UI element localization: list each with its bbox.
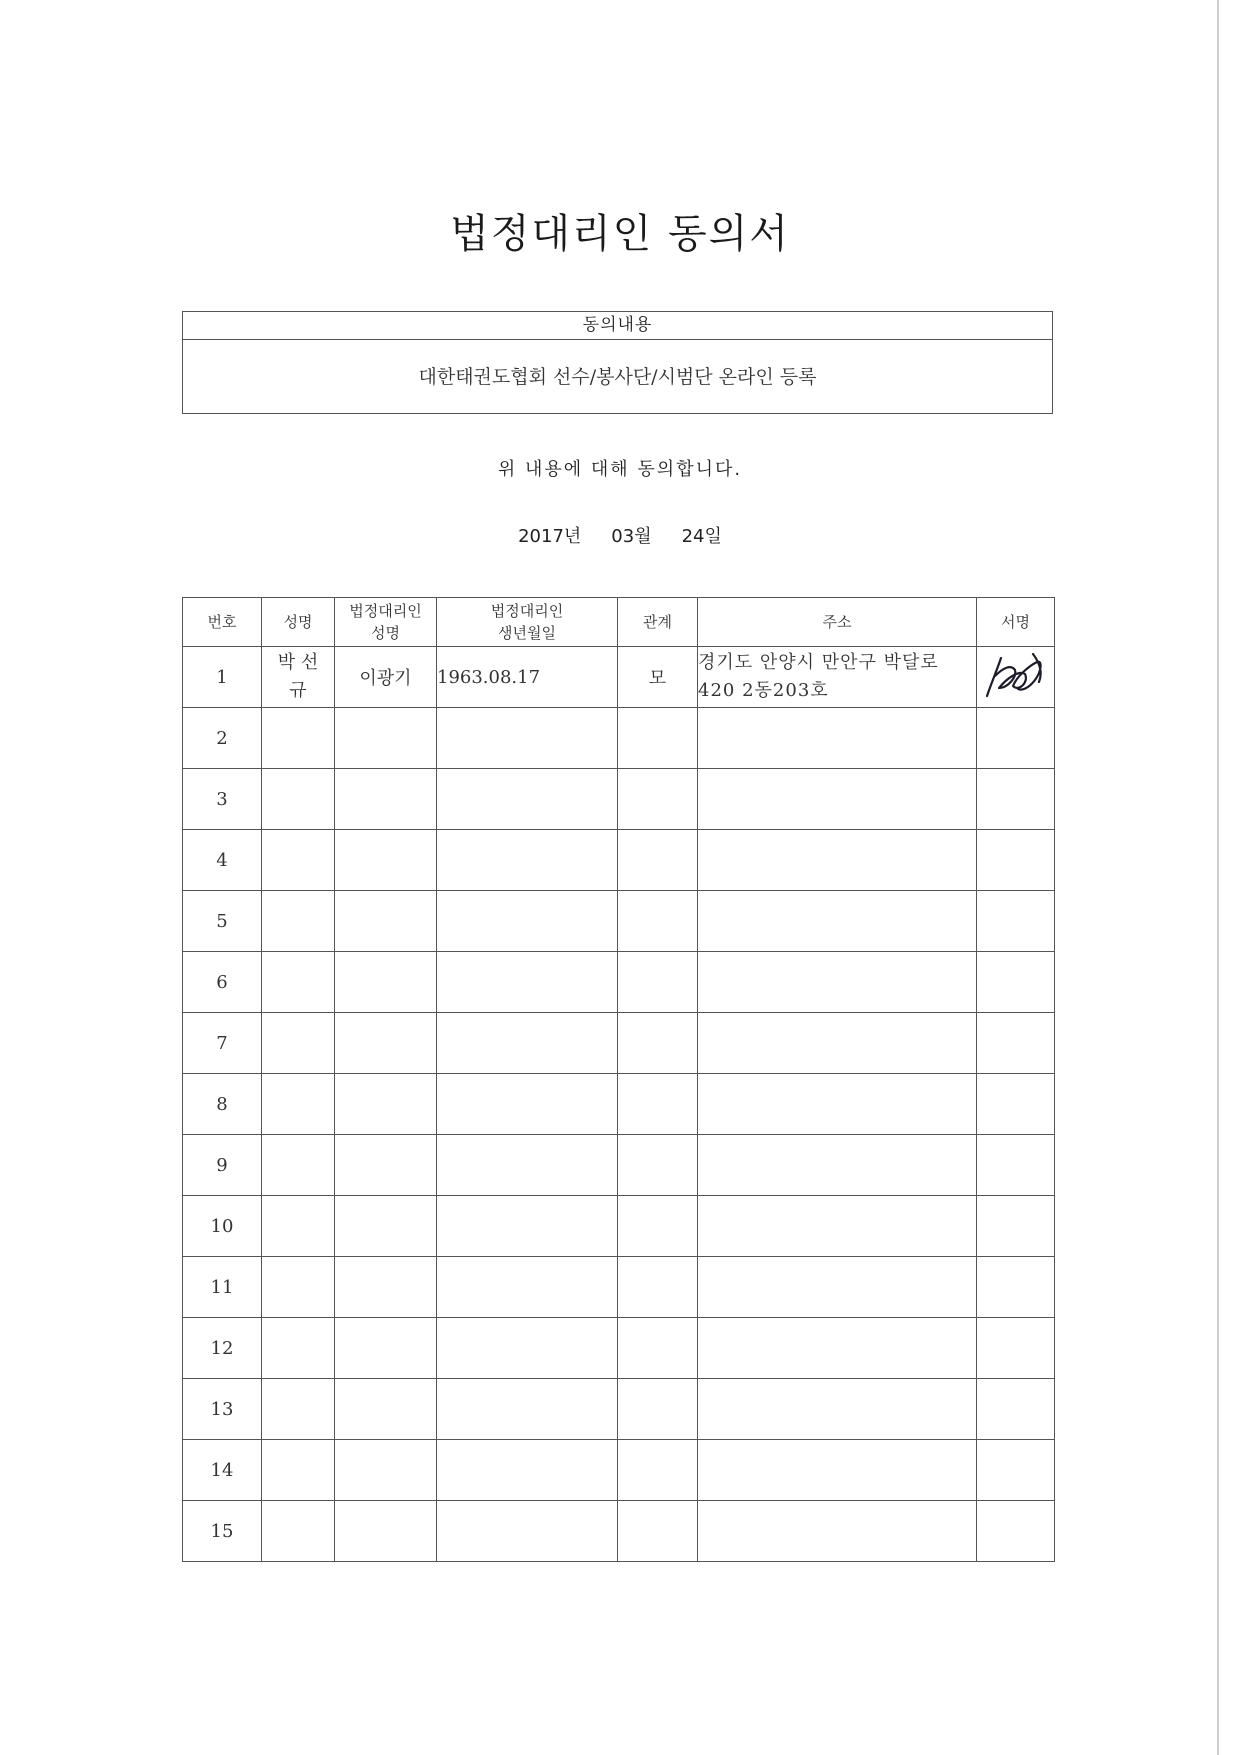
- row-signature: [977, 1074, 1055, 1135]
- row-signature: [977, 830, 1055, 891]
- row-address: 경기도 안양시 만안구 박달로 420 2동203호: [698, 647, 977, 708]
- table-row: [183, 1318, 1055, 1379]
- row-address: [698, 1379, 977, 1440]
- row-rep-birthdate: [437, 1501, 618, 1562]
- row-name: [262, 1135, 335, 1196]
- row-number: 4: [183, 830, 262, 891]
- header-address: 주소: [698, 598, 977, 647]
- row-rep-birthdate: [437, 1257, 618, 1318]
- table-row: [183, 1379, 1055, 1440]
- consent-date: [0, 522, 1240, 548]
- row-name: [262, 1501, 335, 1562]
- row-address: [698, 1257, 977, 1318]
- row-relation: [618, 1135, 698, 1196]
- row-number: 9: [183, 1135, 262, 1196]
- row-address: [698, 1440, 977, 1501]
- row-address: [698, 952, 977, 1013]
- row-rep-birthdate: [437, 1196, 618, 1257]
- row-signature: [977, 891, 1055, 952]
- row-rep-name: [335, 891, 437, 952]
- row-number: 5: [183, 891, 262, 952]
- row-rep-name: [335, 1379, 437, 1440]
- row-relation: [618, 830, 698, 891]
- row-signature: [977, 769, 1055, 830]
- consent-box: [182, 311, 1053, 414]
- row-relation: [618, 708, 698, 769]
- header-rep-birthdate: 법정대리인 생년월일: [437, 598, 618, 647]
- row-relation: [618, 952, 698, 1013]
- row-number: 14: [183, 1440, 262, 1501]
- row-signature: [977, 708, 1055, 769]
- row-rep-name: [335, 830, 437, 891]
- row-signature: [977, 1257, 1055, 1318]
- row-rep-name: [335, 1318, 437, 1379]
- row-relation: [618, 1318, 698, 1379]
- row-name: [262, 1440, 335, 1501]
- row-signature: [977, 1379, 1055, 1440]
- registration-table: [182, 597, 1055, 1562]
- row-relation: 모: [618, 647, 698, 708]
- row-number: 2: [183, 708, 262, 769]
- row-address: [698, 1013, 977, 1074]
- row-number: 10: [183, 1196, 262, 1257]
- row-number: 11: [183, 1257, 262, 1318]
- table-row: [183, 1440, 1055, 1501]
- row-name: [262, 708, 335, 769]
- row-name: [262, 1257, 335, 1318]
- document-title: 법정대리인 동의서: [450, 211, 790, 257]
- row-number: 8: [183, 1074, 262, 1135]
- row-name: [262, 1196, 335, 1257]
- row-address: [698, 830, 977, 891]
- agreement-statement: 위 내용에 대해 동의합니다.: [497, 459, 743, 480]
- header-rep-name: 법정대리인 성명: [335, 598, 437, 647]
- row-rep-name: [335, 1501, 437, 1562]
- row-number: 13: [183, 1379, 262, 1440]
- row-rep-birthdate: [437, 708, 618, 769]
- row-rep-birthdate: [437, 1013, 618, 1074]
- row-address: [698, 708, 977, 769]
- row-signature: [977, 1013, 1055, 1074]
- table-row: [183, 769, 1055, 830]
- row-name: [262, 769, 335, 830]
- row-rep-name: [335, 1257, 437, 1318]
- row-signature: [977, 1318, 1055, 1379]
- row-number: 15: [183, 1501, 262, 1562]
- date-day: 24일: [681, 526, 722, 547]
- row-rep-name: [335, 1135, 437, 1196]
- consent-content: 대한태권도협회 선수/봉사단/시범단 온라인 등록: [418, 366, 817, 388]
- row-relation: [618, 1257, 698, 1318]
- row-rep-birthdate: [437, 1379, 618, 1440]
- row-rep-name: [335, 708, 437, 769]
- table-header-row: [183, 598, 1055, 647]
- row-rep-name: [335, 1440, 437, 1501]
- row-relation: [618, 891, 698, 952]
- row-rep-birthdate: [437, 769, 618, 830]
- row-signature: [977, 1440, 1055, 1501]
- row-signature: [977, 1501, 1055, 1562]
- row-rep-birthdate: [437, 1135, 618, 1196]
- row-name: [262, 891, 335, 952]
- row-rep-birthdate: [437, 1440, 618, 1501]
- row-number: 6: [183, 952, 262, 1013]
- row-relation: [618, 1379, 698, 1440]
- row-number: 1: [183, 647, 262, 708]
- row-signature: [977, 1196, 1055, 1257]
- row-address: [698, 1501, 977, 1562]
- table-row: [183, 708, 1055, 769]
- header-relation: 관계: [618, 598, 698, 647]
- row-signature: [977, 1135, 1055, 1196]
- table-row: [183, 1074, 1055, 1135]
- row-rep-birthdate: [437, 952, 618, 1013]
- table-row: [183, 1135, 1055, 1196]
- consent-header: 동의내용: [183, 312, 1052, 340]
- row-relation: [618, 1013, 698, 1074]
- row-name: [262, 1379, 335, 1440]
- row-relation: [618, 1196, 698, 1257]
- row-relation: [618, 1501, 698, 1562]
- table-row: [183, 952, 1055, 1013]
- row-rep-name: [335, 1013, 437, 1074]
- row-name: [262, 1013, 335, 1074]
- date-year: 2017년: [518, 526, 582, 547]
- row-address: [698, 1196, 977, 1257]
- handwritten-signature: [981, 648, 1051, 702]
- table-row: [183, 1257, 1055, 1318]
- row-relation: [618, 1440, 698, 1501]
- table-row: [183, 830, 1055, 891]
- row-rep-name: [335, 1196, 437, 1257]
- table-row: [183, 1196, 1055, 1257]
- row-rep-birthdate: [437, 1074, 618, 1135]
- row-rep-birthdate: 1963.08.17: [437, 647, 618, 708]
- row-address: [698, 1135, 977, 1196]
- row-address: [698, 891, 977, 952]
- date-month: 03월: [611, 526, 652, 547]
- table-row: [183, 1013, 1055, 1074]
- row-name: 박 선 규: [262, 647, 335, 708]
- row-name: [262, 952, 335, 1013]
- header-number: 번호: [183, 598, 262, 647]
- row-number: 7: [183, 1013, 262, 1074]
- row-signature: [977, 647, 1055, 708]
- row-signature: [977, 952, 1055, 1013]
- table-row: [183, 891, 1055, 952]
- row-rep-name: [335, 952, 437, 1013]
- header-signature: 서명: [977, 598, 1055, 647]
- row-rep-birthdate: [437, 891, 618, 952]
- table-row: [183, 1501, 1055, 1562]
- row-rep-birthdate: [437, 1318, 618, 1379]
- table-row: [183, 647, 1055, 708]
- row-name: [262, 1074, 335, 1135]
- row-address: [698, 769, 977, 830]
- row-rep-birthdate: [437, 830, 618, 891]
- row-address: [698, 1318, 977, 1379]
- row-number: 12: [183, 1318, 262, 1379]
- header-name: 성명: [262, 598, 335, 647]
- row-relation: [618, 769, 698, 830]
- row-rep-name: 이광기: [335, 647, 437, 708]
- scan-edge-line: [1217, 0, 1219, 1755]
- row-relation: [618, 1074, 698, 1135]
- row-name: [262, 830, 335, 891]
- row-rep-name: [335, 769, 437, 830]
- row-name: [262, 1318, 335, 1379]
- row-address: [698, 1074, 977, 1135]
- row-rep-name: [335, 1074, 437, 1135]
- row-number: 3: [183, 769, 262, 830]
